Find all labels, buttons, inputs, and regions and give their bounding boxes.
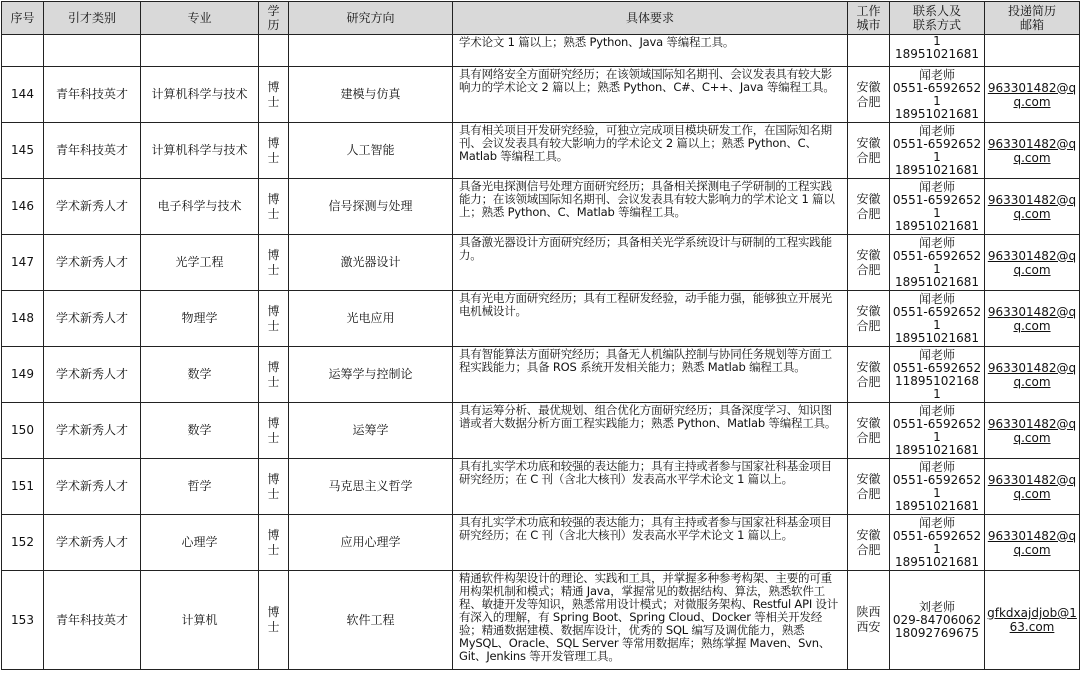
- row-email: [985, 235, 1080, 291]
- contact-line: 18951021681: [895, 274, 979, 289]
- contact-line: 18951021681: [895, 162, 979, 177]
- table-row: [2, 67, 1080, 123]
- contact-line: 1: [933, 317, 941, 332]
- email-link[interactable]: 963301482@qq.com: [987, 136, 1077, 165]
- contact-line: 0551-6592652: [892, 192, 982, 207]
- row-direction: 激光器设计: [289, 235, 453, 291]
- contact-line: 闻老师: [918, 459, 955, 474]
- row-requirements: 具有光电方面研究经历；具有工程研发经验，动手能力强，能够独立开展光电机械设计。: [453, 291, 848, 347]
- email-link[interactable]: 963301482@qq.com: [987, 80, 1077, 109]
- row-requirements: 具有扎实学术功底和较强的表达能力；具有主持或者参与国家社科基金项目研究经历；在 C 刊（含北大核刊）发表高水平学术论文 1 篇以上。: [453, 515, 848, 571]
- row-num: 152: [2, 515, 44, 571]
- row-direction: 马克思主义哲学: [289, 459, 453, 515]
- contact-line: 1: [933, 429, 941, 444]
- row-degree: 博士: [259, 515, 289, 571]
- table-row: [2, 571, 1080, 670]
- contact-line: 刘老师: [918, 599, 955, 614]
- continuation-contact: [890, 35, 985, 67]
- contact-line: 1: [933, 485, 941, 500]
- row-requirements: 具有智能算法方面研究经历；具备无人机编队控制与协同任务规划等方面工程实践能力；具备 ROS 系统开发相关能力；熟悉 Matlab 编程工具。: [453, 347, 848, 403]
- email-link[interactable]: 963301482@qq.com: [987, 360, 1077, 389]
- continuation-contact-line: 1: [933, 34, 941, 48]
- row-contact: [890, 403, 985, 459]
- email-link[interactable]: 963301482@qq.com: [987, 192, 1077, 221]
- row-degree: 博士: [259, 67, 289, 123]
- contact-line: 0551-6592652: [892, 472, 982, 487]
- recruitment-table: [1, 1, 1080, 670]
- row-category: 青年科技英才: [44, 571, 141, 670]
- row-major: 心理学: [141, 515, 259, 571]
- table-row: [2, 123, 1080, 179]
- row-num: 153: [2, 571, 44, 670]
- table-row: [2, 459, 1080, 515]
- contact-line: 18951021681: [895, 498, 979, 513]
- row-degree: 博士: [259, 291, 289, 347]
- row-contact: [890, 347, 985, 403]
- contact-line: 1: [933, 541, 941, 556]
- contact-line: 闻老师: [918, 515, 955, 530]
- email-link[interactable]: 963301482@qq.com: [987, 528, 1077, 557]
- contact-line: 1: [933, 261, 941, 276]
- contact-line: 0551-6592652: [892, 248, 982, 263]
- row-num: 146: [2, 179, 44, 235]
- email-link[interactable]: 963301482@qq.com: [987, 416, 1077, 445]
- header-category: 引才类别: [44, 2, 141, 35]
- table-row: [2, 347, 1080, 403]
- contact-line: 18951021681: [895, 442, 979, 457]
- email-link[interactable]: gfkdxajdjob@163.com: [987, 606, 1077, 634]
- header-requirements: 具体要求: [453, 2, 848, 35]
- table-row: [2, 403, 1080, 459]
- row-city: 陕西西安: [848, 571, 890, 670]
- contact-line: 18951021681: [895, 218, 979, 233]
- row-category: 学术新秀人才: [44, 403, 141, 459]
- contact-line: 闻老师: [918, 123, 955, 138]
- row-email: [985, 459, 1080, 515]
- contact-line: 0551-6592652: [892, 80, 982, 95]
- row-email: [985, 571, 1080, 670]
- row-city: 安徽合肥: [848, 515, 890, 571]
- row-contact: [890, 179, 985, 235]
- row-contact: [890, 67, 985, 123]
- row-requirements: 具有扎实学术功底和较强的表达能力；具有主持或者参与国家社科基金项目研究经历；在 C 刊（含北大核刊）发表高水平学术论文 1 篇以上。: [453, 459, 848, 515]
- row-direction: 应用心理学: [289, 515, 453, 571]
- contact-line: 0551-6592652: [892, 528, 982, 543]
- row-degree: 博士: [259, 459, 289, 515]
- row-contact: [890, 291, 985, 347]
- row-category: 学术新秀人才: [44, 291, 141, 347]
- contact-line: 0551-6592652: [892, 360, 982, 375]
- email-link[interactable]: 963301482@qq.com: [987, 248, 1077, 277]
- contact-line: 闻老师: [918, 67, 955, 82]
- row-direction: 软件工程: [289, 571, 453, 670]
- row-category: 学术新秀人才: [44, 179, 141, 235]
- row-num: 149: [2, 347, 44, 403]
- header-contact: 联系人及联系方式: [890, 2, 985, 35]
- row-num: 147: [2, 235, 44, 291]
- row-num: 145: [2, 123, 44, 179]
- table-row: [2, 515, 1080, 571]
- row-contact: [890, 459, 985, 515]
- header-email: 投递简历邮箱: [985, 2, 1080, 35]
- row-num: 151: [2, 459, 44, 515]
- row-city: 安徽合肥: [848, 291, 890, 347]
- row-city: 安徽合肥: [848, 179, 890, 235]
- row-major: 计算机科学与技术: [141, 67, 259, 123]
- contact-line: 闻老师: [918, 403, 955, 418]
- row-category: 学术新秀人才: [44, 347, 141, 403]
- contact-line: 1: [933, 386, 941, 401]
- row-email: [985, 515, 1080, 571]
- contact-line: 0551-6592652: [892, 136, 982, 151]
- row-num: 150: [2, 403, 44, 459]
- contact-line: 闻老师: [918, 291, 955, 306]
- contact-line: 11895102168: [895, 373, 979, 388]
- row-email: [985, 123, 1080, 179]
- row-major: 光学工程: [141, 235, 259, 291]
- header-degree: 学历: [259, 2, 289, 35]
- contact-line: 闻老师: [918, 179, 955, 194]
- row-direction: 人工智能: [289, 123, 453, 179]
- row-requirements: 具备激光器设计方面研究经历；具备相关光学系统设计与研制的工程实践能力。: [453, 235, 848, 291]
- row-email: [985, 403, 1080, 459]
- contact-line: 0551-6592652: [892, 304, 982, 319]
- contact-line: 1: [933, 205, 941, 220]
- table-row: [2, 291, 1080, 347]
- contact-line: 闻老师: [918, 235, 955, 250]
- row-direction: 运筹学与控制论: [289, 347, 453, 403]
- row-city: 安徽合肥: [848, 123, 890, 179]
- row-contact: [890, 235, 985, 291]
- contact-line: 18951021681: [895, 330, 979, 345]
- row-degree: 博士: [259, 403, 289, 459]
- continuation-contact-line: 18951021681: [895, 47, 979, 61]
- contact-line: 029-84706062: [892, 612, 982, 627]
- row-major: 哲学: [141, 459, 259, 515]
- row-category: 青年科技英才: [44, 67, 141, 123]
- row-degree: 博士: [259, 179, 289, 235]
- row-contact: [890, 123, 985, 179]
- row-requirements: 具备光电探测信号处理方面研究经历；具备相关探测电子学研制的工程实践能力；在该领域国际知名期刊、会议发表具有较大影响力的学术论文 1 篇以上；熟悉 Python、C、Matlab 等编程工具。: [453, 179, 848, 235]
- row-degree: 博士: [259, 235, 289, 291]
- row-degree: 博士: [259, 123, 289, 179]
- row-email: [985, 291, 1080, 347]
- row-contact: [890, 571, 985, 670]
- row-email: [985, 67, 1080, 123]
- row-num: 148: [2, 291, 44, 347]
- row-requirements: 具有相关项目开发研究经验，可独立完成项目模块研发工作，在国际知名期刊、会议发表具有较大影响力的学术论文 2 篇以上；熟悉 Python、C、Matlab 等编程工具。: [453, 123, 848, 179]
- header-major: 专业: [141, 2, 259, 35]
- email-link[interactable]: 963301482@qq.com: [987, 304, 1077, 333]
- contact-line: 1: [933, 149, 941, 164]
- table-row: [2, 235, 1080, 291]
- row-direction: 信号探测与处理: [289, 179, 453, 235]
- contact-line: 0551-6592652: [892, 416, 982, 431]
- row-degree: 博士: [259, 347, 289, 403]
- continuation-row: [2, 35, 1080, 67]
- row-city: 安徽合肥: [848, 67, 890, 123]
- row-degree: 博士: [259, 571, 289, 670]
- contact-line: 18092769675: [895, 625, 979, 640]
- row-category: 学术新秀人才: [44, 459, 141, 515]
- row-city: 安徽合肥: [848, 235, 890, 291]
- row-major: 数学: [141, 403, 259, 459]
- row-direction: 光电应用: [289, 291, 453, 347]
- row-category: 青年科技英才: [44, 123, 141, 179]
- row-requirements: 具有网络安全方面研究经历；在该领域国际知名期刊、会议发表具有较大影响力的学术论文 2 篇以上；熟悉 Python、C#、C++、Java 等编程工具。: [453, 67, 848, 123]
- header-city: 工作城市: [848, 2, 890, 35]
- row-requirements: 精通软件构架设计的理论、实践和工具，并掌握多种参考构架、主要的可重用构架机制和模式；精通 Java，掌握常见的数据结构、算法，熟悉软件工程、敏捷开发等知识，熟悉常用设计模式；对微服务架构、Restful API 设计有深入的理解，有 Spring Boot、Spring Cloud、Docker 等相关开发经验；精通数据建模、数据库设计，优秀的 SQL 编写及调优能力，熟悉 MySQL、Oracle、SQL Server 等常用数据库；熟练掌握 Maven、Svn、Git、Jenkins 等开发管理工具。: [453, 571, 848, 670]
- row-category: 学术新秀人才: [44, 515, 141, 571]
- row-email: [985, 179, 1080, 235]
- continuation-requirements: 学术论文 1 篇以上；熟悉 Python、Java 等编程工具。: [453, 35, 848, 67]
- row-city: 安徽合肥: [848, 347, 890, 403]
- row-city: 安徽合肥: [848, 403, 890, 459]
- row-major: 计算机科学与技术: [141, 123, 259, 179]
- contact-line: 闻老师: [918, 347, 955, 362]
- header-direction: 研究方向: [289, 2, 453, 35]
- row-major: 物理学: [141, 291, 259, 347]
- contact-line: 18951021681: [895, 554, 979, 569]
- row-requirements: 具有运筹分析、最优规划、组合优化方面研究经历；具备深度学习、知识图谱或者大数据分析方面工程实践能力；熟悉 Python、Matlab 等编程工具。: [453, 403, 848, 459]
- contact-line: 18951021681: [895, 106, 979, 121]
- row-city: 安徽合肥: [848, 459, 890, 515]
- row-email: [985, 347, 1080, 403]
- header-row: [2, 2, 1080, 35]
- row-direction: 运筹学: [289, 403, 453, 459]
- email-link[interactable]: 963301482@qq.com: [987, 472, 1077, 501]
- row-num: 144: [2, 67, 44, 123]
- row-contact: [890, 515, 985, 571]
- row-major: 电子科学与技术: [141, 179, 259, 235]
- row-major: 数学: [141, 347, 259, 403]
- contact-line: 1: [933, 93, 941, 108]
- row-category: 学术新秀人才: [44, 235, 141, 291]
- row-major: 计算机: [141, 571, 259, 670]
- header-num: 序号: [2, 2, 44, 35]
- row-direction: 建模与仿真: [289, 67, 453, 123]
- table-row: [2, 179, 1080, 235]
